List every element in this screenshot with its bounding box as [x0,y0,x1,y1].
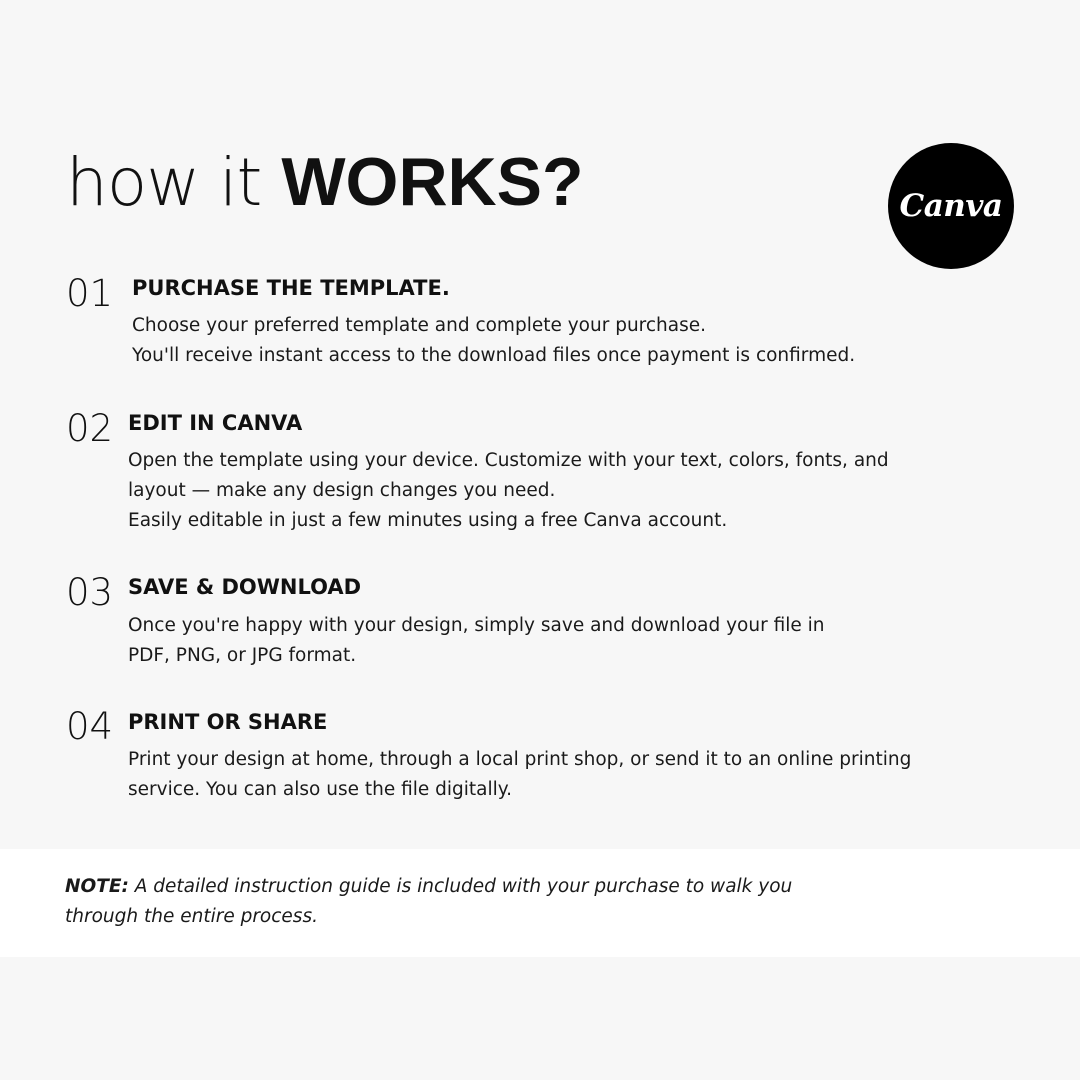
step-1-line-1: Choose your preferred template and complete your purchase. [132,315,707,336]
step-1-line-2: You'll receive instant access to the download files once payment is confirmed. [132,345,856,366]
step-4-description [128,745,911,805]
step-2-description [128,446,889,536]
canva-logo-text: Canva [899,188,1003,224]
step-4-title: PRINT OR SHARE [128,710,328,734]
step-4-line-1: Print your design at home, through a local print shop, or send it to an online printing [128,749,912,770]
page-title-light: how it [66,144,282,221]
step-2-line-2: layout — make any design changes you need. [128,480,556,501]
step-1-description [132,311,855,371]
step-2-number: 02 [66,407,114,450]
step-4-line-2: service. You can also use the file digitally. [128,779,512,800]
step-2-line-1: Open the template using your device. Customize with your text, colors, fonts, and [128,450,889,471]
step-3-title: SAVE & DOWNLOAD [128,575,362,599]
step-2-title: EDIT IN CANVA [128,411,303,435]
step-3-line-2: PDF, PNG, or JPG format. [128,645,357,666]
canva-logo [888,143,1014,269]
step-1-title: PURCHASE THE TEMPLATE. [132,276,450,300]
step-3-number: 03 [66,571,114,614]
page-title-bold: WORKS? [281,144,584,220]
step-1-number: 01 [66,272,114,315]
step-3-description [128,611,825,671]
note [65,872,792,932]
note-label: NOTE: [65,876,129,897]
step-4-number: 04 [66,705,114,748]
step-3-line-1: Once you're happy with your design, simply save and download your file in [128,615,825,636]
page-title [66,144,584,221]
note-line-1: A detailed instruction guide is included with your purchase to walk you [128,876,793,897]
note-line-2: through the entire process. [65,906,318,927]
step-2-line-3: Easily editable in just a few minutes using a free Canva account. [128,510,728,531]
